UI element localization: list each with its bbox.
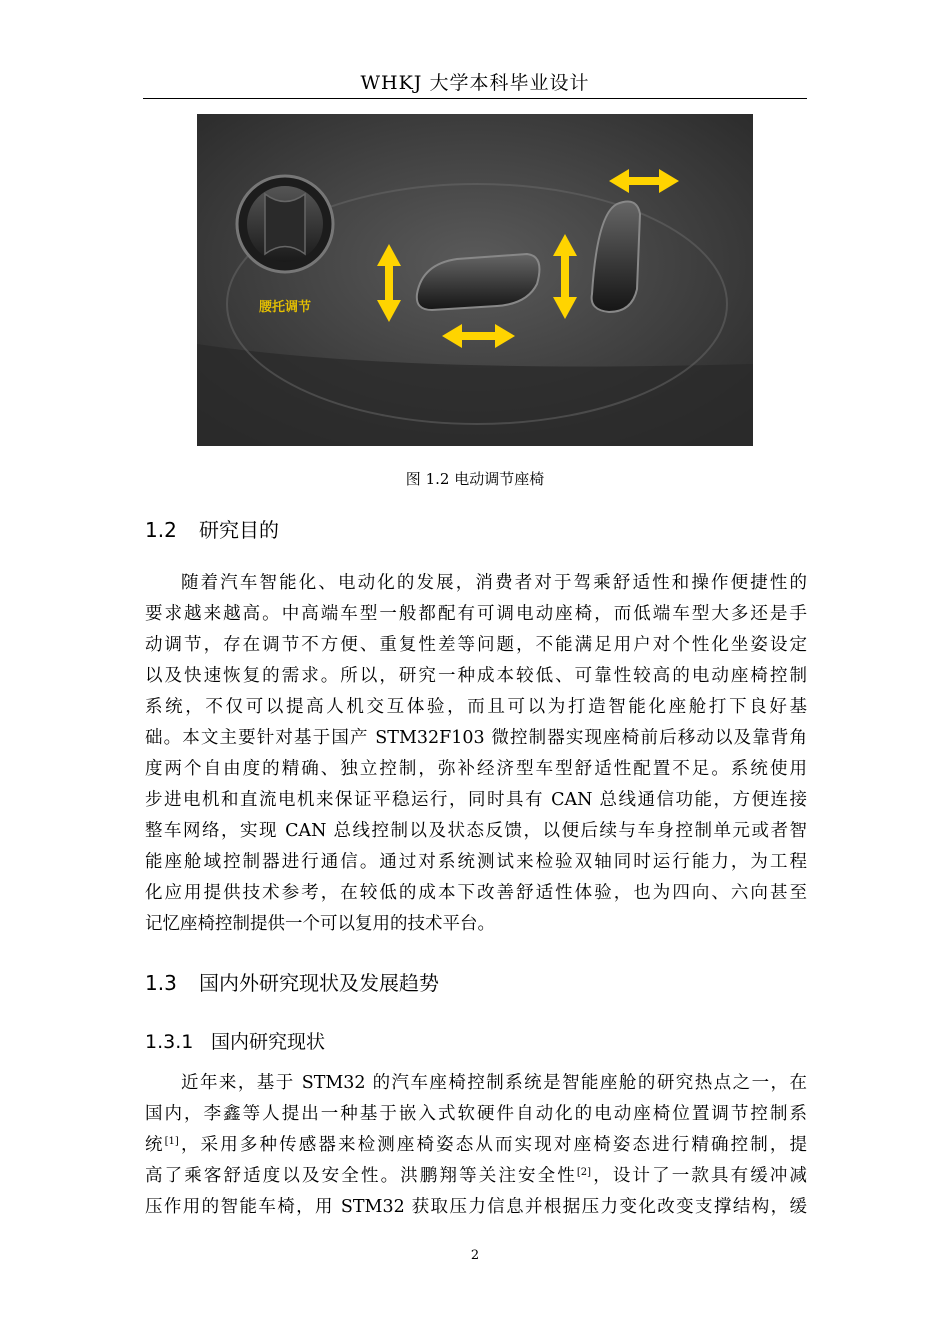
- page-number: 2: [470, 1248, 480, 1263]
- text-line: 以及快速恢复的需求。所以，研究一种成本较低、可靠性较高的电动座椅控制: [145, 666, 807, 686]
- header-rule: [143, 98, 807, 99]
- text-line: 近年来，基于 STM32 的汽车座椅控制系统是智能座舱的研究热点之一，在: [181, 1073, 807, 1093]
- section-title: 研究目的: [199, 518, 279, 542]
- lumbar-knob: [237, 176, 333, 272]
- text-line: 整车网络，实现 CAN 总线控制以及状态反馈，以便后续与车身控制单元或者智: [145, 821, 807, 841]
- text-line: 动调节，存在调节不方便、重复性差等问题，不能满足用户对个性化坐姿设定: [145, 635, 807, 655]
- text-line: 压作用的智能车椅，用 STM32 获取压力信息并根据压力变化改变支撑结构，缓: [145, 1197, 807, 1217]
- page-header: WHKJ 大学本科毕业设计: [360, 72, 590, 94]
- text-line: [145, 1161, 807, 1192]
- text-line: 化应用提供技术参考，在较低的成本下改善舒适性体验，也为四向、六向甚至: [145, 883, 807, 903]
- text-fragment: 统: [145, 1135, 165, 1155]
- text-line: 度两个自由度的精确、独立控制，弥补经济型车型舒适性配置不足。系统使用: [145, 759, 807, 779]
- section-title: 国内外研究现状及发展趋势: [199, 971, 439, 995]
- section-heading-1-2: [145, 514, 279, 543]
- section-heading-1-3: [145, 967, 439, 996]
- paragraph-domestic-research: [145, 1068, 807, 1223]
- paragraph-research-purpose: [145, 568, 807, 940]
- subsection-number: 1.3.1: [145, 1031, 194, 1053]
- section-number: 1.3: [145, 971, 177, 995]
- text-fragment: ，采用多种传感器来检测座椅姿态从而实现对座椅姿态进行精确控制，提: [178, 1135, 808, 1155]
- text-line: 要求越来越高。中高端车型一般都配有可调电动座椅，而低端车型大多还是手: [145, 604, 807, 624]
- text-line: 国内，李鑫等人提出一种基于嵌入式软硬件自动化的电动座椅位置调节控制系: [145, 1104, 807, 1124]
- seat-control-illustration: [197, 114, 753, 446]
- text-line: 随着汽车智能化、电动化的发展，消费者对于驾乘舒适性和操作便捷性的: [181, 573, 807, 593]
- section-number: 1.2: [145, 518, 177, 542]
- text-fragment: ，设计了一款具有缓冲减: [591, 1166, 808, 1186]
- text-line: [145, 1130, 807, 1161]
- text-line: 能座舱域控制器进行通信。通过对系统测试来检验双轴同时运行能力，为工程: [145, 852, 807, 872]
- seat-control-photo: [197, 114, 753, 446]
- text-line: 础。本文主要针对基于国产 STM32F103 微控制器实现座椅前后移动以及靠背角: [145, 728, 807, 748]
- citation-ref[interactable]: [2]: [576, 1167, 592, 1178]
- text-fragment: 高了乘客舒适度以及安全性。洪鹏翔等关注安全性: [145, 1166, 577, 1186]
- text-line: 系统，不仅可以提高人机交互体验，而且可以为打造智能化座舱打下良好基: [145, 697, 807, 717]
- text-line: 记忆座椅控制提供一个可以复用的技术平台。: [145, 914, 495, 934]
- citation-ref[interactable]: [1]: [164, 1136, 179, 1147]
- subsection-heading-1-3-1: [145, 1027, 325, 1054]
- subsection-title: 国内研究现状: [211, 1031, 326, 1053]
- lumbar-label: 腰托调节: [259, 300, 312, 315]
- figure-caption: 图 1.2 电动调节座椅: [405, 470, 545, 488]
- text-line: 步进电机和直流电机来保证平稳运行，同时具有 CAN 总线通信功能，方便连接: [145, 790, 807, 810]
